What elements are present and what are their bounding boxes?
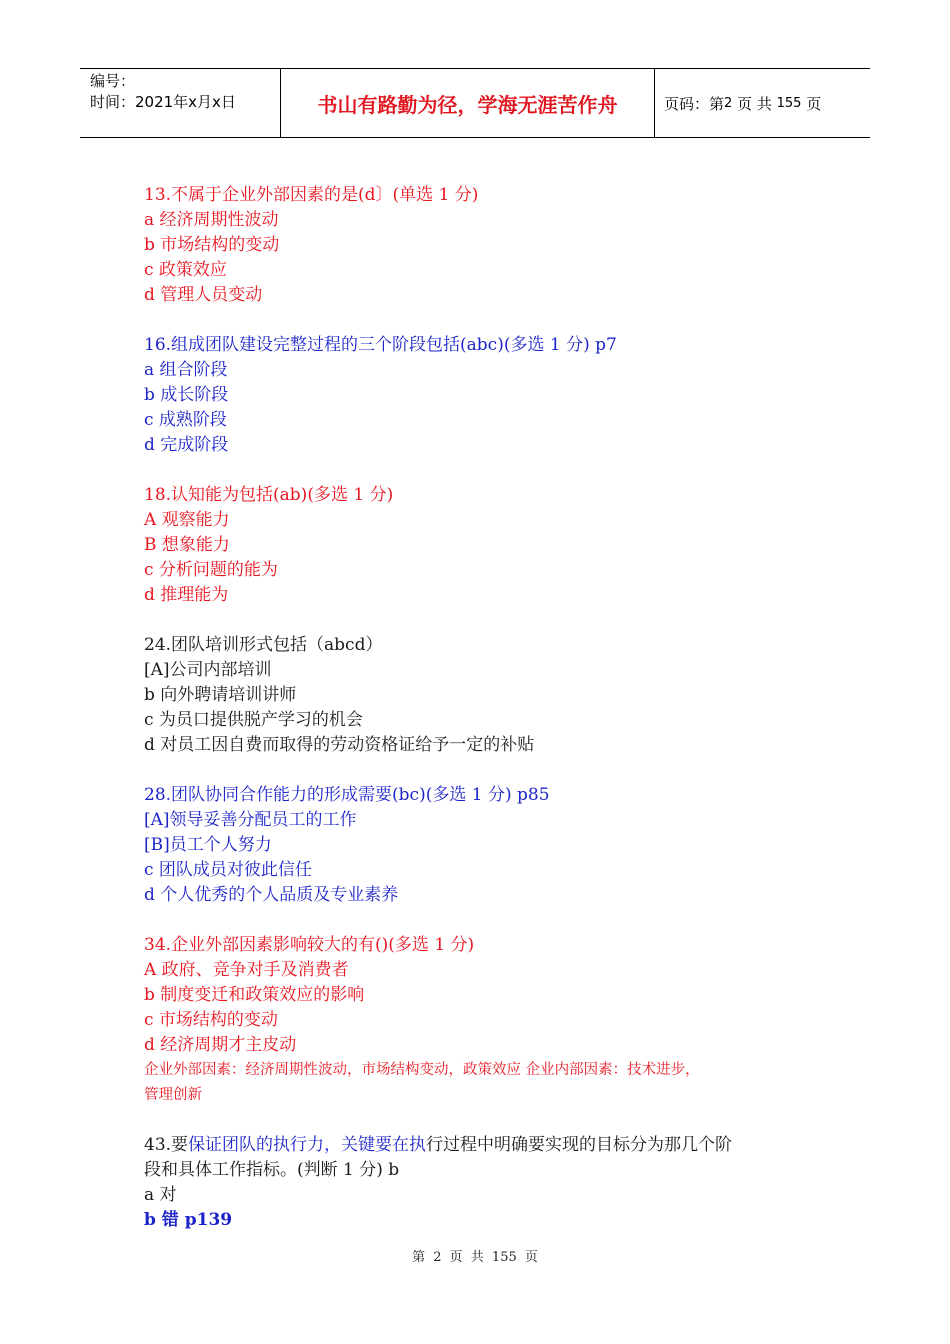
option-d: d 经济周期才主皮动: [144, 1035, 297, 1055]
question-24: [144, 633, 824, 758]
page-total: 155: [776, 95, 802, 111]
page-mid: 页 共: [737, 94, 772, 113]
header-meta: [80, 69, 281, 137]
option-d: d 推理能为: [144, 585, 229, 605]
explanation-note-line2: 管理创新: [144, 1087, 202, 1103]
question-title: 16.组成团队建设完整过程的三个阶段包括(abc)(多选 1 分) p7: [144, 335, 617, 355]
option-a: [A]领导妥善分配员工的工作: [144, 810, 357, 830]
option-c: c 市场结构的变动: [144, 1010, 278, 1030]
option-b: b 向外聘请培训讲师: [144, 685, 297, 705]
question-title-line2: 段和具体工作指标。(判断 1 分) b: [144, 1160, 400, 1180]
option-d: d 管理人员变动: [144, 285, 263, 305]
page-suffix: 页: [806, 94, 822, 113]
page-footer: 第 2 页 共 155 页: [412, 1250, 538, 1265]
explanation-note-line1: 企业外部因素：经济周期性波动，市场结构变动，政策效应 企业内部因素：技术进步，: [144, 1062, 700, 1078]
question-43: [144, 1133, 824, 1233]
question-28: [144, 783, 824, 908]
time-label: 时间：2021年x月x日: [90, 93, 236, 111]
option-d: d 完成阶段: [144, 435, 229, 455]
question-title: 24.团队培训形式包括（abcd）: [144, 635, 383, 655]
question-title: 13.不属于企业外部因素的是(d〕(单选 1 分): [144, 185, 479, 205]
option-c: c 为员口提供脱产学习的机会: [144, 710, 363, 730]
question-title: 28.团队协同合作能力的形成需要(bc)(多选 1 分) p85: [144, 785, 550, 805]
page-prefix: 页码：第: [664, 94, 725, 113]
option-a: a 组合阶段: [144, 360, 228, 380]
header-page-info: [655, 69, 870, 137]
option-b: B 想象能力: [144, 535, 230, 555]
option-d: d 对员工因自费而取得的劳动资格证给予一定的补贴: [144, 735, 535, 755]
title-rest: 行过程中明确要实现的目标分为那几个阶: [426, 1135, 733, 1155]
header-motto: 书山有路勤为径，学海无涯苦作舟: [281, 69, 655, 137]
option-b: b 成长阶段: [144, 385, 229, 405]
option-b: b 制度变迁和政策效应的影响: [144, 985, 365, 1005]
option-a: A 观察能力: [144, 510, 230, 530]
option-b-answer: b 错 p139: [144, 1210, 233, 1230]
option-a: a 经济周期性波动: [144, 210, 279, 230]
page-header: [80, 68, 870, 138]
option-a: [A]公司内部培训: [144, 660, 272, 680]
question-18: [144, 483, 824, 608]
option-d: d 个人优秀的个人品质及专业素养: [144, 885, 399, 905]
option-b: b 市场结构的变动: [144, 235, 280, 255]
question-title: [144, 1133, 824, 1158]
question-title: 34.企业外部因素影响较大的有()(多选 1 分): [144, 935, 475, 955]
question-13: [144, 183, 824, 308]
option-c: c 团队成员对彼此信任: [144, 860, 312, 880]
option-a: a 对: [144, 1185, 177, 1205]
question-list: [144, 183, 824, 1258]
option-c: c 成熟阶段: [144, 410, 227, 430]
page-number: 2: [724, 95, 733, 111]
option-c: c 政策效应: [144, 260, 227, 280]
option-a: A 政府、竞争对手及消费者: [144, 960, 349, 980]
question-16: [144, 333, 824, 458]
title-prefix: 43.要: [144, 1135, 189, 1155]
option-c: c 分析问题的能为: [144, 560, 278, 580]
title-highlight: 保证团队的执行力，关键要在执: [188, 1135, 427, 1155]
number-label: 编号：: [90, 72, 136, 90]
question-title: 18.认知能为包括(ab)(多选 1 分): [144, 485, 394, 505]
question-34: [144, 933, 824, 1108]
option-b: [B]员工个人努力: [144, 835, 272, 855]
